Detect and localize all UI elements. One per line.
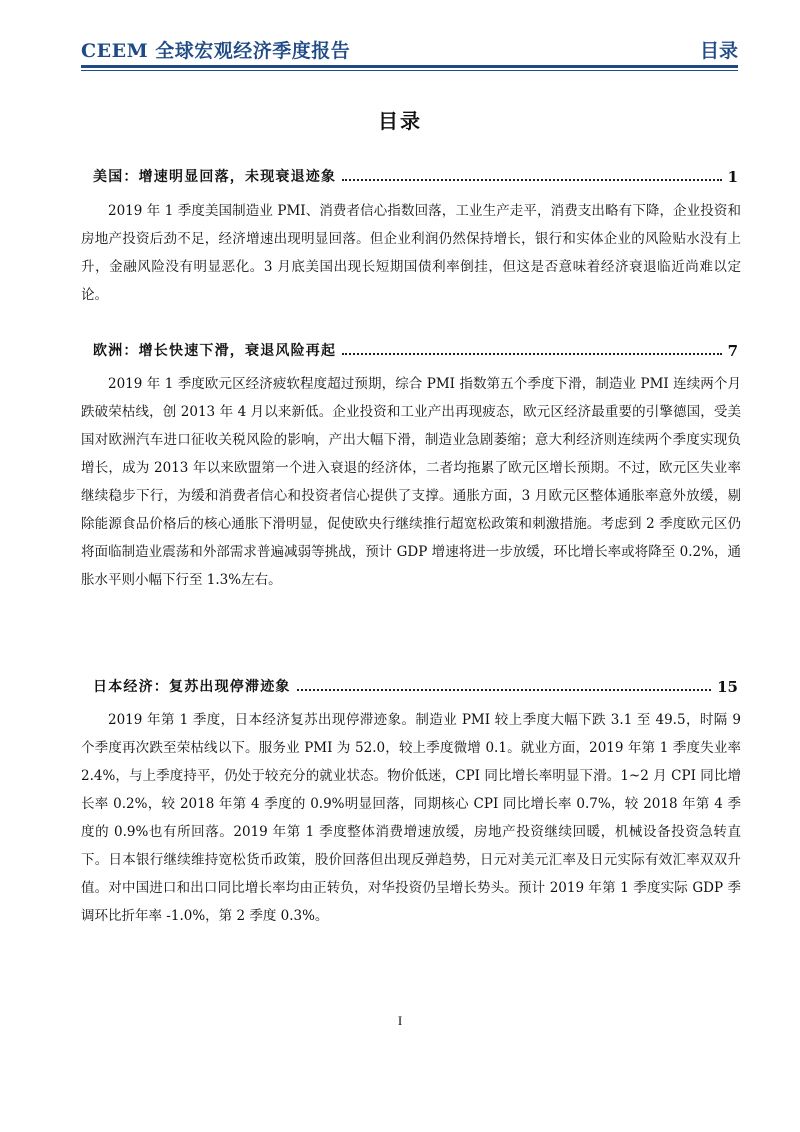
toc-entry-heading: 欧洲：增长快速下滑，衰退风险再起 xyxy=(93,343,337,359)
toc-summary-usa: 2019 年 1 季度美国制造业 PMI、消费者信心指数回落，工业生产走平，消费支出略有下降，企业投资和房地产投资后劲不足，经济增速出现明显回落。但企业利润仍然保持增长，银行和实体企业的风险贴水没有上升，金融风险没有明显恶化。3 月底美国出现长短期国债利率倒挂，但这是否意味着经济衰退临近尚难以定论。 xyxy=(81,203,741,303)
header-rule-thin xyxy=(81,70,738,71)
page-header xyxy=(81,36,738,66)
toc-entry-usa[interactable] xyxy=(81,164,738,186)
toc-leader-dots xyxy=(342,352,721,355)
toc-entry-japan[interactable] xyxy=(81,674,738,696)
header-rule xyxy=(81,65,738,68)
toc-entry-heading: 美国：增速明显回落，未现衰退迹象 xyxy=(93,169,337,185)
header-section-label: 目录 xyxy=(699,40,738,62)
toc-leader-dots xyxy=(342,178,721,181)
toc-entry-page: 7 xyxy=(727,342,738,360)
toc-entry-heading: 日本经济：复苏出现停滞迹象 xyxy=(93,679,291,695)
toc-entry-europe[interactable] xyxy=(81,338,738,360)
toc-summary-europe: 2019 年 1 季度欧元区经济疲软程度超过预期，综合 PMI 指数第五个季度下滑，制造业 PMI 连续两个月跌破荣枯线，创 2013 年 4 月以来新低。企业投资和工业产出再现疲态，欧元区经济最重要的引擎德国，受美国对欧洲汽车进口征收关税风险的影响，产出大幅下滑，制造业急剧萎缩；意大利经济则连续两个季度实现负增长，成为 2013 年以来欧盟第一个进入衰退的经济体，二者均拖累了欧元区增长预期。不过，欧元区失业率继续稳步下行，为缓和消费者信心和投资者信心提供了支撑。通胀方面，3 月欧元区整体通胀率意外放缓，剔除能源食品价格后的核心通胀下滑明显，促使欧央行继续推行超宽松政策和刺激措施。考虑到 2 季度欧元区仍将面临制造业震荡和外部需求普遍减弱等挑战，预计 GDP 增速将进一步放缓，环比增长率或将降至 0.2%，通胀水平则小幅下行至 1.3%左右。 xyxy=(81,376,741,588)
toc-entry-page: 1 xyxy=(727,168,738,186)
toc-title: 目录 xyxy=(378,109,422,133)
page-number: I xyxy=(397,1013,403,1028)
toc-leader-dots xyxy=(297,688,712,691)
toc-summary-japan: 2019 年第 1 季度，日本经济复苏出现停滞迹象。制造业 PMI 较上季度大幅下跌 3.1 至 49.5，时隔 9 个季度再次跌至荣枯线以下。服务业 PMI 为 52.0，较上季度微增 0.1。就业方面，2019 年第 1 季度失业率 2.4%，与上季度持平，仍处于较充分的就业状态。物价低迷，CPI 同比增长率明显下滑。1~2 月 CPI 同比增长率 0.2%，较 2018 年第 4 季度的 0.9%明显回落，同期核心 CPI 同比增长率 0.7%，较 2018 年第 4 季度的 0.9%也有所回落。2019 年第 1 季度整体消费增速放缓，房地产投资继续回暖，机械设备投资急转直下。日本银行继续维持宽松货币政策，股价回落但出现反弹趋势，日元对美元汇率及日元实际有效汇率双双升值。对中国进口和出口同比增长率均由正转负，对华投资仍呈增长势头。预计 2019 年第 1 季度实际 GDP 季调环比折年率 -1.0%，第 2 季度 0.3%。 xyxy=(81,712,741,924)
toc-entry-page: 15 xyxy=(717,678,738,696)
report-title: CEEM 全球宏观经济季度报告 xyxy=(81,40,351,62)
